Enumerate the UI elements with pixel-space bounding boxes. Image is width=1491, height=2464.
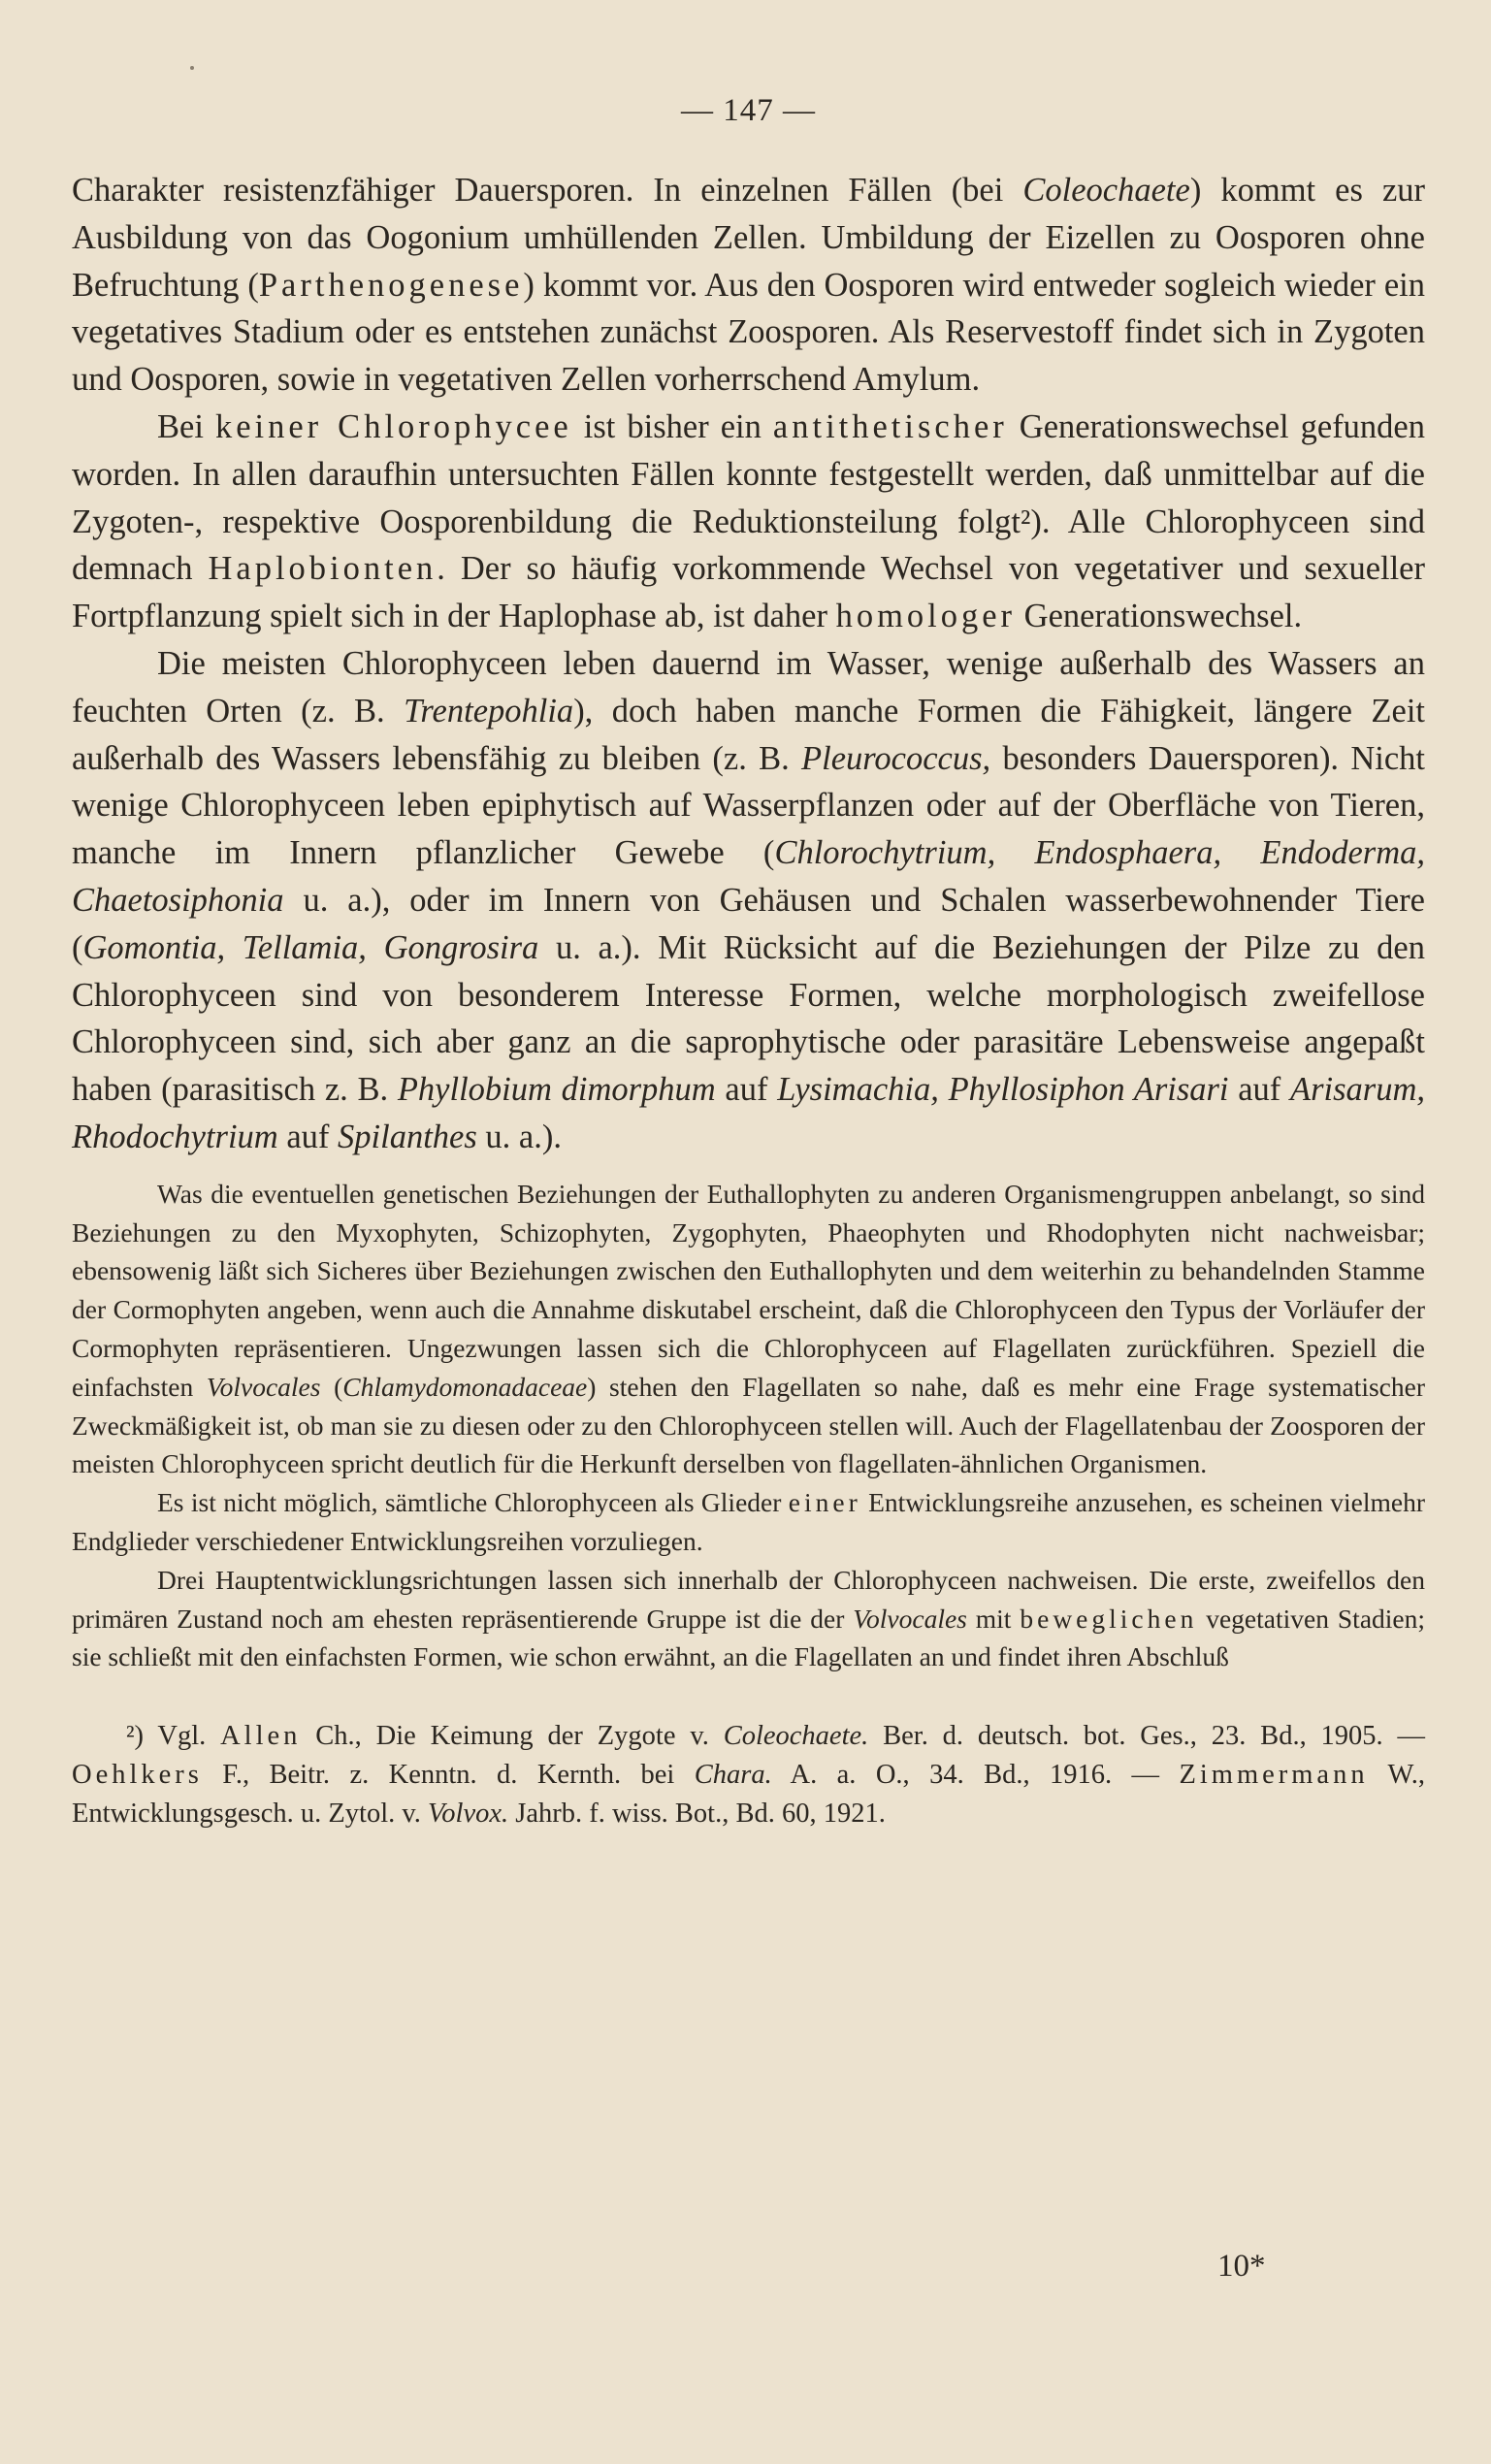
taxon-name: Pleurococcus, (801, 739, 991, 777)
spaced-term: antithetischer (772, 407, 1008, 445)
taxon-name: Spilanthes (338, 1118, 477, 1155)
taxon-name: Coleochaete (1022, 172, 1190, 209)
spaced-term: einer (788, 1487, 861, 1518)
taxon-name: Chlamydomonadaceae (342, 1371, 588, 1402)
signature-mark: 10* (1217, 2249, 1266, 2284)
taxon-name: Volvocales (206, 1371, 321, 1402)
print-speck (190, 66, 194, 70)
page-number: — 147 — (681, 93, 816, 128)
paragraph-2: Bei keiner Chlorophycee ist bisher ein antithetischer Generationswechsel gefunden worden. In allen daraufhin untersuchten Fällen konnte festgestellt werden, daß unmittelbar auf die Zygoten-, respektive Oosporenbildung die Reduktionsteilung folgt²). Alle Chlorophyceen sind demnach Haplobionten. Der so häufig vorkommende Wechsel von vegetativer und sexueller Fortpflanzung spielt sich in der Haplophase ab, ist daher homologer Generationswechsel. (72, 407, 1425, 635)
taxon-name: Chlorochytrium, Endosphaera, Endoderma, Chaetosiphonia (72, 834, 1425, 919)
taxon-name: Chara. (694, 1760, 772, 1791)
paragraph-3: Die meisten Chlorophyceen leben dauernd im Wasser, wenige außerhalb des Wassers an feuchten Orten (z. B. Trentepohlia), doch haben manche Formen die Fähigkeit, längere Zeit außerhalb des Wassers lebensfähig zu bleiben (z. B. Pleurococcus, besonders Dauersporen). Nicht wenige Chlorophyceen leben epiphytisch auf Wasserpflanzen oder auf der Oberfläche von Tieren, manche im Innern pflanzlicher Gewebe (Chlorochytrium, Endosphaera, Endoderma, Chaetosiphonia u. a.), oder im Innern von Gehäusen und Schalen wasserbewohnender Tiere (Gomontia, Tellamia, Gongrosira u. a.). Mit Rücksicht auf die Beziehungen der Pilze zu den Chlorophyceen sind von besonderem Interesse Formen, welche morphologisch zweifellose Chlorophyceen sind, sich aber ganz an die saprophytische oder parasitäre Lebensweise angepaßt haben (parasitisch z. B. Phyllobium dimorphum auf Lysimachia, Phyllosiphon Arisari auf Arisarum, Rhodochytrium auf Spilanthes u. a.). (72, 644, 1425, 1155)
taxon-name: Volvocales (853, 1603, 967, 1634)
taxon-name: Arisarum, Rhodochytrium (72, 1071, 1425, 1155)
paragraph-1: Charakter resistenzfähiger Dauersporen. In einzelnen Fällen (bei Coleochaete) kommt es zur Ausbildung von das Oogonium umhüllenden Zellen. Umbildung der Eizellen zu Oosporen ohne Befruchtung (Parthenogenese) kommt vor. Aus den Oosporen wird entweder sogleich wieder ein vegetatives Stadium oder es entstehen zunächst Zoosporen. Als Reservestoff findet sich in Zygoten und Oosporen, sowie in vegetativen Zellen vorherrschend Amylum. (72, 172, 1425, 399)
taxon-name: Volvox. (428, 1799, 509, 1830)
author-name: Allen (220, 1721, 302, 1752)
taxon-name: Coleochaete. (723, 1721, 869, 1752)
footnote-2: ²) Vgl. Allen Ch., Die Keimung der Zygote v. Coleochaete. Ber. d. deutsch. bot. Ges., 23. Bd., 1905. — Oehlkers F., Beitr. z. Kenntn. d. Kernth. bei Chara. A. a. O., 34. Bd., 1916. — Zimmermann W., Entwicklungsgesch. u. Zytol. v. Volvox. Jahrb. f. wiss. Bot., Bd. 60, 1921. (72, 1721, 1426, 1830)
footnotes (72, 1717, 1425, 1833)
small-print-section (72, 1175, 1425, 1676)
spaced-term: beweglichen (1020, 1603, 1198, 1634)
spaced-term: homologer (835, 598, 1017, 635)
document-page (72, 93, 1425, 1833)
taxon-name: Phyllobium dimorphum (397, 1071, 716, 1109)
taxon-name: Lysimachia, Phyllosiphon Arisari (777, 1071, 1229, 1109)
spaced-term: Haplobionten (208, 550, 438, 588)
author-name: Oehlkers (72, 1760, 203, 1791)
spaced-term: Parthenogenese (258, 266, 524, 304)
taxon-name: Gomontia, Tellamia, Gongrosira (82, 928, 539, 966)
taxon-name: Trentepohlia (404, 692, 574, 729)
main-text (72, 167, 1425, 1161)
author-name: Zimmermann (1179, 1760, 1369, 1791)
paragraph-6: Drei Hauptentwicklungsrichtungen lassen sich innerhalb der Chlorophyceen nachweisen. Die erste, zweifellos den primären Zustand noch am ehesten repräsentierende Gruppe ist die der Volvocales mit beweglichen vegetativen Stadien; sie schließt mit den einfachsten Formen, wie schon erwähnt, an die Flagellaten an und findet ihren Abschluß (72, 1564, 1426, 1672)
paragraph-4: Was die eventuellen genetischen Beziehungen der Euthallophyten zu anderen Organismengruppen anbelangt, so sind Beziehungen zu den Myxophyten, Schizophyten, Zygophyten, Phaeophyten und Rhodophyten nicht nachweisbar; ebensowenig läßt sich Sicheres über Beziehungen zwischen den Euthallophyten und dem weiterhin zu behandelnden Stamme der Cormophyten angeben, wenn auch die Annahme diskutabel erscheint, daß die Chlorophyceen den Typus der Vorläufer der Cormophyten repräsentieren. Ungezwungen lassen sich die Chlorophyceen auf Flagellaten zurückführen. Speziell die einfachsten Volvocales (Chlamydomonadaceae) stehen den Flagellaten so nahe, daß es mehr eine Frage systematischer Zweckmäßigkeit ist, ob man sie zu diesen oder zu den Chlorophyceen stellen will. Auch der Flagellatenbau der Zoosporen der meisten Chlorophyceen spricht deutlich für die Herkunft derselben von flagellaten-ähnlichen Organismen. (72, 1178, 1426, 1479)
paragraph-5: Es ist nicht möglich, sämtliche Chlorophyceen als Glieder einer Entwicklungsreihe anzusehen, es scheinen vielmehr Endglieder verschiedener Entwicklungsreihen vorzuliegen. (72, 1487, 1425, 1556)
spaced-term: keiner Chlorophycee (214, 407, 572, 445)
